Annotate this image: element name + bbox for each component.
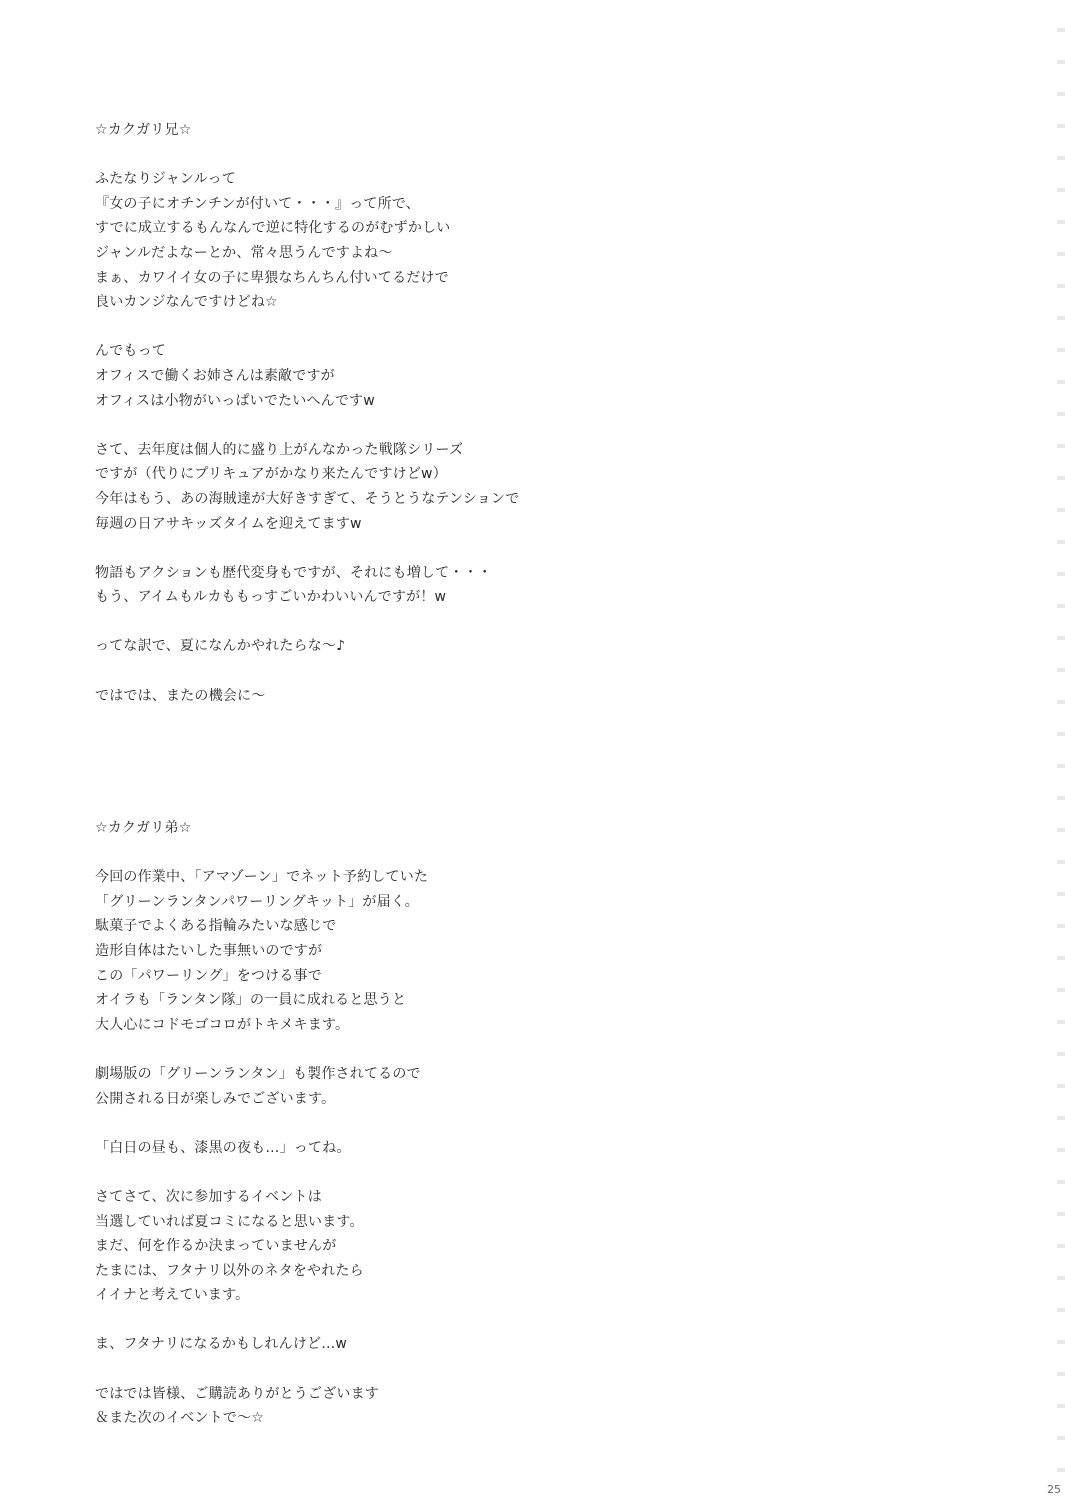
text-line: ふたなりジャンルって bbox=[95, 171, 236, 188]
paragraph-gap bbox=[95, 610, 995, 635]
text-line: もう、アイムもルカももっすごいかわいいんですが！w bbox=[95, 589, 447, 606]
paragraph bbox=[95, 167, 995, 315]
text-line: 造形自体はたいした事無いのですが bbox=[95, 942, 323, 959]
paragraph bbox=[95, 684, 995, 709]
text-line: 物語もアクションも歴代変身もですが、それにも増して・・・ bbox=[95, 564, 492, 581]
paragraph-gap bbox=[95, 1111, 995, 1136]
paragraph-gap bbox=[95, 841, 995, 866]
paragraph-gap bbox=[95, 143, 995, 168]
text-line: たまには、フタナリ以外のネタをやれたら bbox=[95, 1262, 364, 1279]
text-line: 『女の子にオチンチンが付いて・・・』って所で、 bbox=[95, 195, 420, 212]
paragraph bbox=[95, 1062, 995, 1111]
text-line: ってな訳で、夏になんかやれたらな～♪ bbox=[95, 638, 346, 655]
paragraph-gap bbox=[95, 659, 995, 684]
paragraph-gap bbox=[95, 1357, 995, 1382]
text-line: オフィスで働くお姉さんは素敵ですが bbox=[95, 367, 335, 384]
text-line: この「パワーリング」をつける事で bbox=[95, 967, 322, 984]
paragraph-gap bbox=[95, 315, 995, 340]
paragraph bbox=[95, 1185, 995, 1308]
paragraph-gap bbox=[95, 1037, 995, 1062]
page-number: 25 bbox=[1047, 1483, 1061, 1496]
page-edge-decoration bbox=[1057, 0, 1065, 1500]
text-line: 駄菓子でよくある指輪みたいな感じで bbox=[95, 918, 337, 935]
text-line: ま、フタナリになるかもしれんけど…w bbox=[95, 1336, 348, 1353]
text-line: すでに成立するもんなんで逆に特化するのがむずかしい bbox=[95, 220, 451, 237]
paragraph bbox=[95, 561, 995, 610]
text-line: ではでは、またの機会に～ bbox=[95, 687, 266, 704]
paragraph bbox=[95, 634, 995, 659]
text-line: さて、去年度は個人的に盛り上がんなかった戦隊シリーズ bbox=[95, 441, 464, 458]
text-line: さてさて、次に参加するイベントは bbox=[95, 1188, 322, 1205]
text-line: イイナと考えています。 bbox=[95, 1287, 250, 1304]
text-line: 「白日の昼も、漆黒の夜も…」ってね。 bbox=[95, 1139, 351, 1156]
text-line: 「グリーンランタンパワーリングキット」が届く。 bbox=[95, 893, 419, 910]
paragraph bbox=[95, 1136, 995, 1161]
text-line: まぁ、カワイイ女の子に卑猥なちんちん付いてるだけで bbox=[95, 269, 449, 286]
paragraph bbox=[95, 438, 995, 536]
text-line: 劇場版の「グリーンランタン」も製作されてるので bbox=[95, 1065, 421, 1082]
text-line: 今回の作業中、「アマゾーン」でネット予約していた bbox=[95, 869, 429, 886]
paragraph-gap bbox=[95, 413, 995, 438]
text-line: まだ、何を作るか決まっていませんが bbox=[95, 1238, 337, 1255]
paragraph bbox=[95, 1332, 995, 1357]
text-line: 大人心にコドモゴコロがトキメキます。 bbox=[95, 1016, 350, 1033]
paragraph-gap bbox=[95, 1308, 995, 1333]
section-heading: ☆カクガリ弟☆ bbox=[95, 820, 192, 836]
text-line: ＆また次のイベントで～☆ bbox=[95, 1410, 264, 1427]
text-line: 良いカンジなんですけどね☆ bbox=[95, 294, 278, 311]
section-kakugari-otouto bbox=[95, 816, 995, 1431]
text-line: 毎週の日アサキッズタイムを迎えてますw bbox=[95, 515, 362, 532]
section-body bbox=[95, 143, 995, 709]
paragraph-gap bbox=[95, 1160, 995, 1185]
text-line: 公開される日が楽しみでございます。 bbox=[95, 1090, 336, 1107]
paragraph-gap bbox=[95, 536, 995, 561]
text-line: ではでは皆様、ご購読ありがとうございます bbox=[95, 1385, 379, 1402]
text-line: 今年はもう、あの海賊達が大好きすぎて、そうとうなテンションで bbox=[95, 490, 520, 507]
paragraph bbox=[95, 1382, 995, 1431]
text-line: オイラも「ランタン隊」の一員に成れると思うと bbox=[95, 992, 407, 1009]
text-line: 当選していれば夏コミになると思います。 bbox=[95, 1213, 364, 1230]
section-heading: ☆カクガリ兄☆ bbox=[95, 122, 192, 138]
text-line: んでもって bbox=[95, 343, 166, 360]
section-kakugari-ani bbox=[95, 118, 995, 708]
section-body bbox=[95, 841, 995, 1431]
paragraph bbox=[95, 339, 995, 413]
paragraph bbox=[95, 865, 995, 1037]
text-line: ですが（代りにプリキュアがかなり来たんですけどw） bbox=[95, 466, 447, 483]
text-line: ジャンルだよなーとか、常々思うんですよね～ bbox=[95, 244, 393, 261]
text-line: オフィスは小物がいっぱいでたいへんですw bbox=[95, 392, 375, 409]
